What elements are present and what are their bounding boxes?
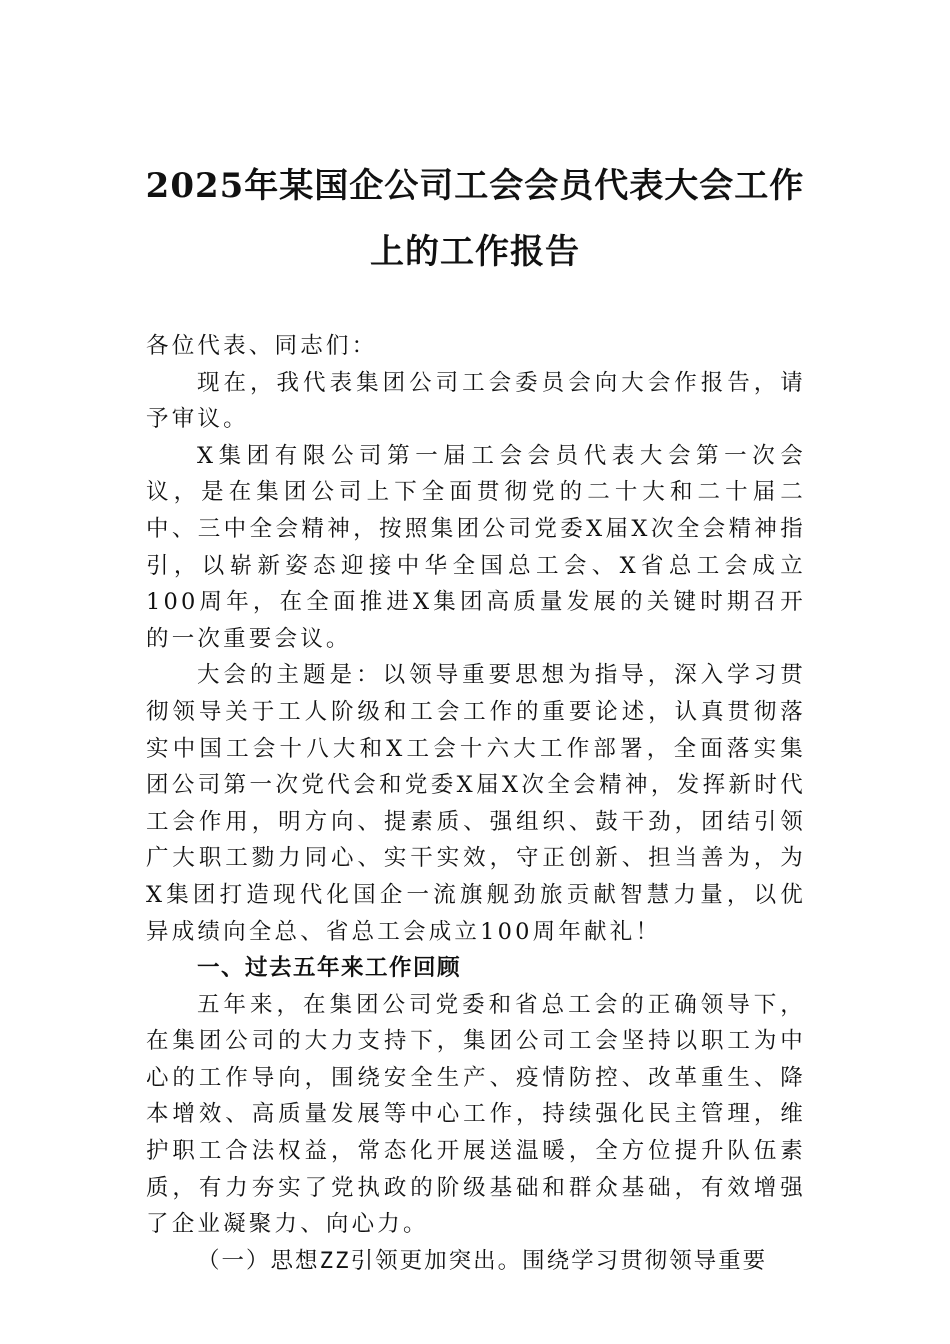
subsection-heading: （一）思想ZZ引领更加突出。围绕学习贯彻领导重要 — [197, 1247, 768, 1274]
document-title-line-1: 2025年某国企公司工会会员代表大会工作 — [145, 166, 805, 206]
section-heading: 一、过去五年来工作回顾 — [197, 955, 462, 982]
paragraph-meeting: X集团有限公司第一届工会会员代表大会第一次会议，是在集团公司上下全面贯彻党的二十大和二十届二中、三中全会精神，按照集团公司党委X届X次全会精神指引，以崭新姿态迎接中华全国总工会、X省总工会成立100周年，在全面推进X集团高质量发展的关键时期召开的一次重要会议。 — [146, 442, 806, 652]
paragraph-review: 五年来，在集团公司党委和省总工会的正确领导下，在集团公司的大力支持下，集团公司工会坚持以职工为中心的工作导向，围绕安全生产、疫情防控、改革重生、降本增效、高质量发展等中心工作，持续强化民主管理，维护职工合法权益，常态化开展送温暖，全方位提升队伍素质，有力夯实了党执政的阶级基础和群众基础，有效增强了企业凝聚力、向心力。 — [146, 991, 806, 1238]
paragraph-theme: 大会的主题是：以领导重要思想为指导，深入学习贯彻领导关于工人阶级和工会工作的重要论述，认真贯彻落实中国工会十八大和X工会十六大工作部署，全面落实集团公司第一次党代会和党委X届X次全会精神，发挥新时代工会作用，明方向、提素质、强组织、鼓干劲，团结引领广大职工勠力同心、实干实效，守正创新、担当善为，为X集团打造现代化国企一流旗舰劲旅贡献智慧力量，以优异成绩向全总、省总工会成立100周年献礼！ — [146, 662, 806, 945]
salutation: 各位代表、同志们： — [146, 333, 378, 359]
document-body — [146, 328, 806, 1279]
document-title-line-2: 上的工作报告 — [370, 232, 580, 272]
paragraph-intro: 现在，我代表集团公司工会委员会向大会作报告，请予审议。 — [146, 369, 806, 433]
